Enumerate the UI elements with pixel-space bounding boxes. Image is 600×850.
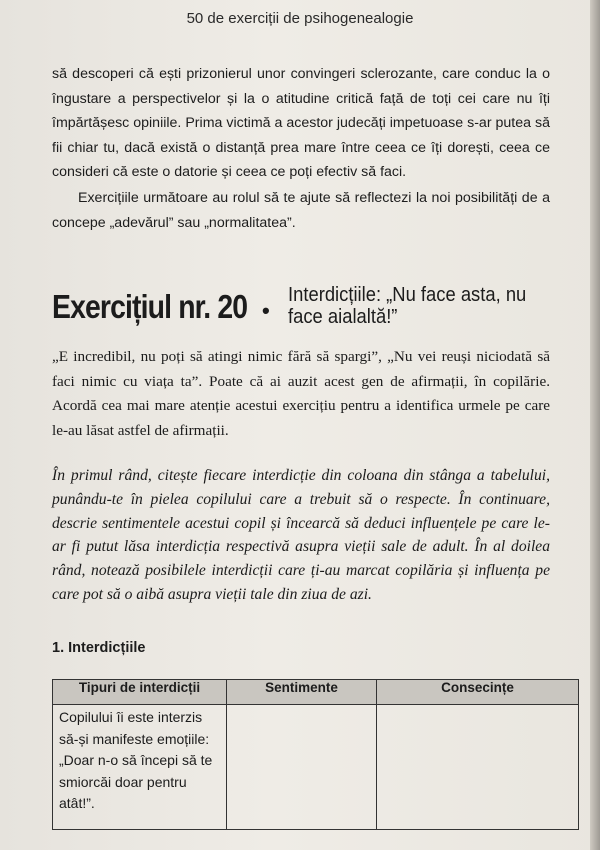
exercise-title: Exercițiul nr. 20 xyxy=(52,288,248,325)
table-cell-feelings xyxy=(227,705,377,830)
exercise-heading xyxy=(52,284,552,340)
heading-separator: • xyxy=(262,298,270,323)
column-header-feelings: Sentimente xyxy=(227,680,377,705)
table-cell-consequences xyxy=(377,705,579,830)
table-row xyxy=(53,705,579,830)
running-title: 50 de exerciții de psihogenealogie xyxy=(186,10,414,27)
exercise-subtitle: Interdicțiile: „Nu face asta, nu face aialaltă!” xyxy=(288,284,527,328)
intro-paragraph: să descoperi că ești prizonierul unor convingeri sclerozante, care conduc la o îngustare a perspectivelor și la o atitudine critică față de toți cei care nu îți împărtășesc opiniile. Prima victimă a acestor judecăți impetuoase s-ar putea să fii chiar tu, dacă există o distanță prea mare între ceea ce îți dorești, ceea ce consideri că este o datorie și ceea ce poți efectiv să faci. xyxy=(52,66,550,180)
table-header-row xyxy=(53,680,579,705)
exercise-instructions-paragraph: În primul rând, citește fiecare interdicție din coloana din stânga a tabelului, punându-te în pielea copilului care a trebuit să o respecte. În continuare, descrie sentimentele acestui copil și încearcă să deduci influențele pe care le-ar fi putut lăsa interdicția respectivă asupra vieții sale de adult. În al doilea rând, notează posibilele interdicții care ți-au marcat copilăria și influența pe care pot să o aibă asupra vieții tale din ziua de azi. xyxy=(52,467,550,603)
intro-paragraph: Exercițiile următoare au rolul să te ajute să reflectezi la noi posibilități de a concepe „adevărul” sau „normalitatea”. xyxy=(52,190,550,231)
column-header-consequences: Consecințe xyxy=(377,680,579,705)
interdictions-table xyxy=(52,679,579,830)
page-edge xyxy=(590,0,600,850)
column-header-types: Tipuri de interdicții xyxy=(53,680,227,705)
section-heading: 1. Interdicțiile xyxy=(52,640,146,656)
exercise-intro-paragraph: „E incredibil, nu poți să atingi nimic fără să spargi”, „Nu vei reuși niciodată să faci nimic cu viața ta”. Poate că ai auzit acest gen de afirmații, în copilărie. Acordă cea mai mare atenție acestui exercițiu pentru a identifica urmele pe care le-au lăsat astfel de afirmații. xyxy=(52,348,550,439)
table-cell-interdiction: Copilului îi este interzis să-și manifeste emoțiile: „Doar n-o să începi să te smiorcăi doar pentru atât!”. xyxy=(53,705,227,830)
